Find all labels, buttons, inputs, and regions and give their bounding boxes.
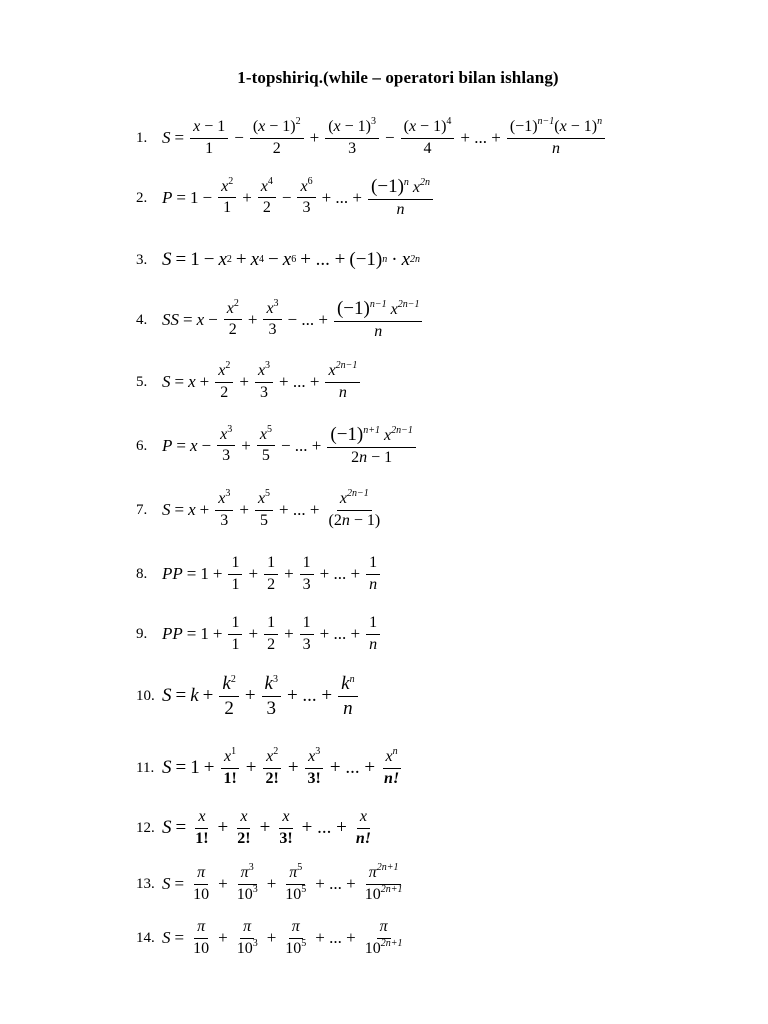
formula-5 [136,354,362,410]
formula-expression: PP = 1 + $\frac{1}{1}$ + $\frac{1}{2}$ + $\frac{1}{3}$ + ... + $\frac{1}{n}$ [162,615,382,654]
formula-expression: S = $\frac{\pi}{10}$ + $\frac{\pi^3}{10^3}$ + $\frac{\pi^5}{10^5}$ + ... + $\frac{\pi^{2n+1}}{10^{2n+1}}$ [162,861,403,903]
formula-number: 3. [136,251,148,268]
formula-expression: P = x − $\frac{x^3}{3}$ + $\frac{x^5}{5}$ − ... + $\frac{(-1)^{n+1} x^{2n-1}}{2n - 1}$ [162,425,418,467]
formula-expression: S = x + $\frac{x^2}{2}$ + $\frac{x^3}{3}$ + ... + $\frac{x^{2n-1}}{n}$ [162,363,362,402]
formula-14 [136,910,407,966]
formula-number: 4. [136,311,148,328]
formula-6 [136,418,418,474]
page-title: 1-topshiriq.(while – operatori bilan ishlang) [237,68,559,87]
formula-7 [136,482,385,538]
formula-expression: PP = 1 + $\frac{1}{1}$ + $\frac{1}{2}$ + $\frac{1}{3}$ + ... + $\frac{1}{n}$ [162,555,382,594]
formula-9 [136,606,382,662]
formula-number: 10. [136,687,155,704]
formula-number: 6. [136,437,148,454]
formula-expression: S = x + $\frac{x^3}{3}$ + $\frac{x^5}{5}$ + ... + $\frac{x^{2n-1}}{(2n - 1)}$ [162,487,381,529]
formula-4 [136,292,424,348]
formula-expression: P = 1 − $\frac{x^2}{1}$ + $\frac{x^4}{2}$ − $\frac{x^6}{3}$ + ... + $\frac{(-1)^n x^{2n}}{n}$ [162,177,435,219]
formula-expression: S = $\frac{x}{1!}$ + $\frac{x}{2!}$ + $\frac{x}{3!}$ + ... + $\frac{x}{n!}$ [162,807,371,847]
formula-number: 2. [136,189,148,206]
formula-expression: S = 1 − x 2 + x 4 − x 6 + ... + (−1) n · x 2n [162,249,421,270]
formula-number: 7. [136,501,148,518]
formula-2 [136,170,435,226]
formula-10 [136,668,360,724]
formula-number: 13. [136,875,155,892]
formula-number: 5. [136,373,148,390]
formula-expression: S = k + $\frac{k^2}{2}$ + $\frac{k^3}{3}$ + ... + $\frac{k^n}{n}$ [162,674,360,719]
formula-expression: S = $\frac{\pi}{10}$ + $\frac{\pi}{10^3}$ + $\frac{\pi}{10^5}$ + ... + $\frac{\pi}{10^{2n+1}}$ [162,917,403,957]
formula-13 [136,856,407,912]
formula-number: 9. [136,625,148,642]
formula-number: 12. [136,819,155,836]
formula-number: 8. [136,565,148,582]
formula-3 [136,232,420,288]
formula-number: 14. [136,929,155,946]
formula-1 [136,110,607,166]
formula-expression: S = 1 + $\frac{x^1}{1!}$ + $\frac{x^2}{2!}$ + $\frac{x^3}{3!}$ + ... + $\frac{x^n}{n!}$ [162,745,400,787]
formula-expression: SS = x − $\frac{x^2}{2}$ + $\frac{x^3}{3}$ − ... + $\frac{(-1)^{n-1} x^{2n-1}}{n}$ [162,299,424,341]
formula-number: 11. [136,759,155,776]
formula-8 [136,546,382,602]
formula-expression: S = $\frac{x - 1}{1}$ − $\frac{(x - 1)^2}{2}$ + $\frac{(x - 1)^3}{3}$ − $\frac{(x - 1)^4}{4}$ + ... + $\frac{(-1)^{n-1}(x - 1)^n}{n}$ [162,119,607,158]
formula-11 [136,740,404,796]
formula-number: 1. [136,129,148,146]
formula-12 [136,800,376,856]
